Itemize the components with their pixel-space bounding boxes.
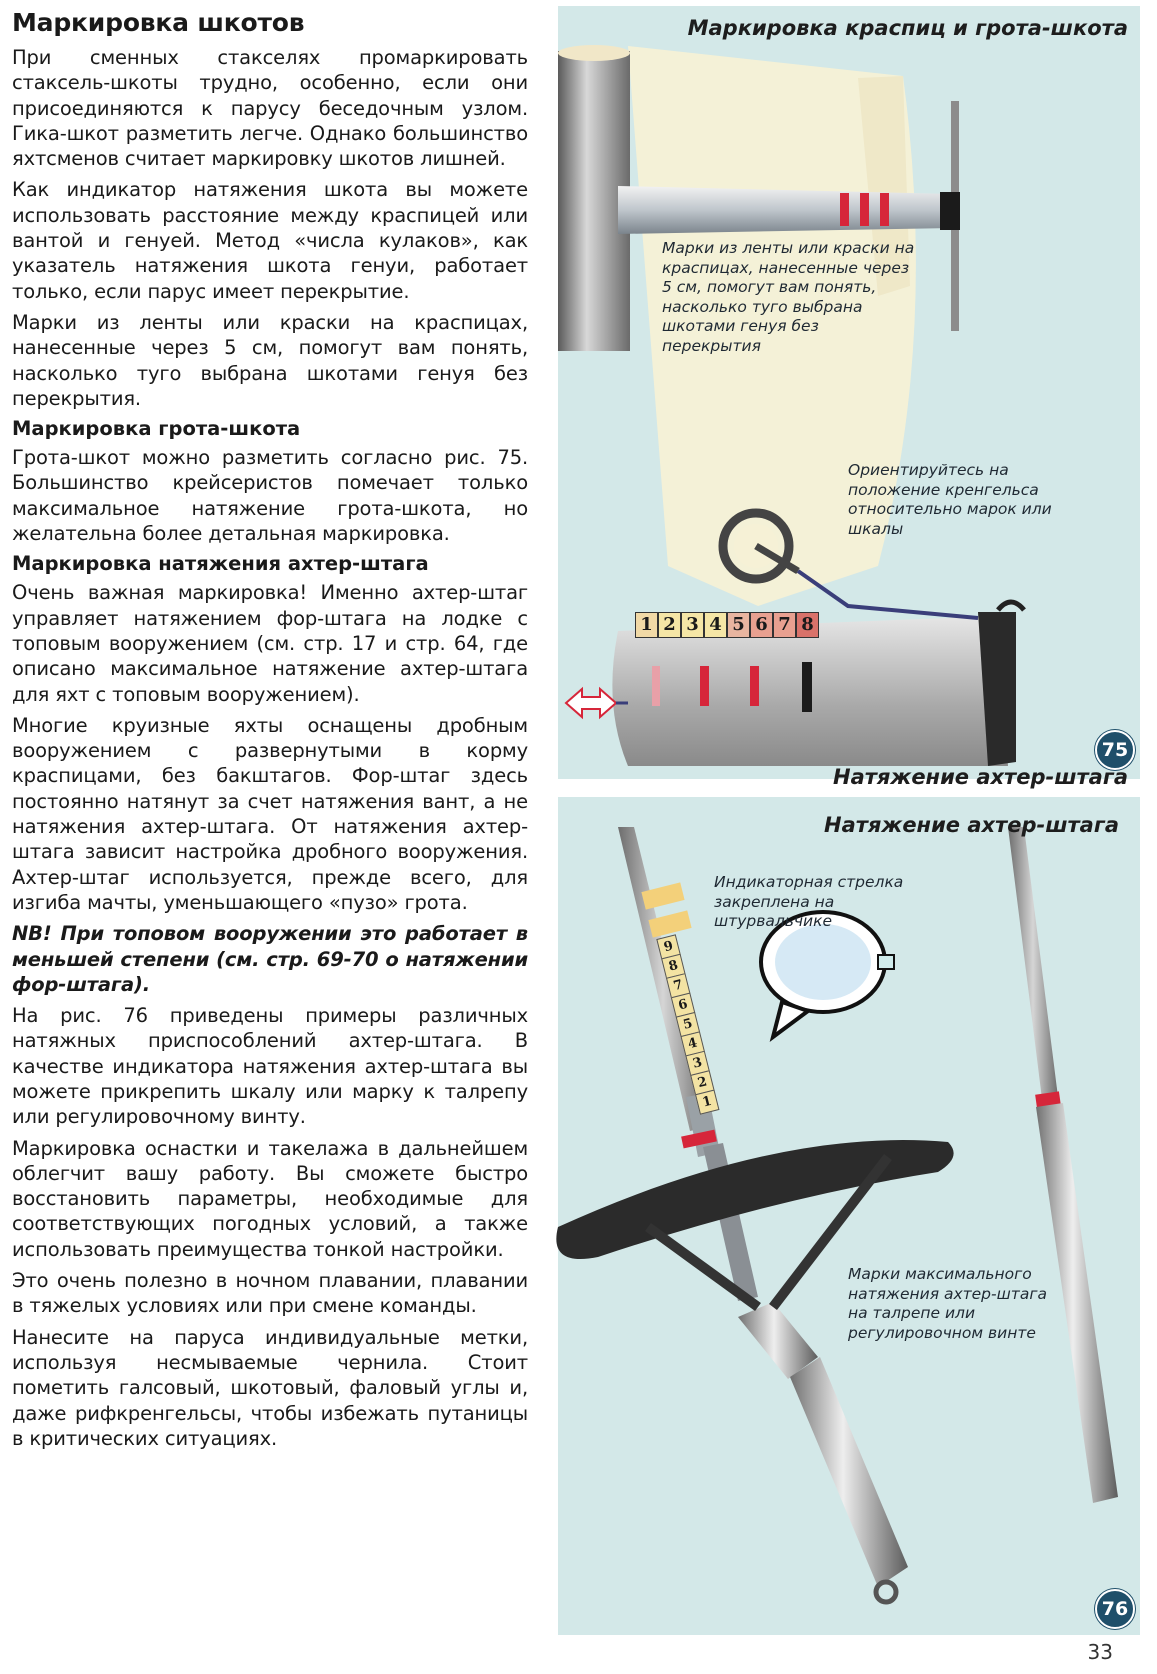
paragraph: Как индикатор натяжения шкота вы можете использовать расстояние между краспицей или вантой и генуей. Метод «числа кулаков», как указатель натяжения шкота генуи, работает только, если парус имеет перекрытие. xyxy=(12,178,528,303)
heading-sheet-marking: Маркировка шкотов xyxy=(12,8,305,37)
scale-cell: 1 xyxy=(635,612,658,638)
scale-cell: 4 xyxy=(680,1031,704,1056)
figure-76-panel xyxy=(558,765,1140,1635)
scale-cell: 1 xyxy=(695,1090,719,1115)
figure-75-title: Маркировка краспиц и грота-шкота xyxy=(687,16,1128,40)
paragraph: Очень важная маркировка! Именно ахтер-штаг управляет натяжением фор-штага на лодке с топовым вооружением (см. стр. 17 и стр. 64, где описано максимальное натяжение ахтер-штага для яхт с топовым вооружением). xyxy=(12,581,528,706)
scale-cell: 2 xyxy=(658,612,681,638)
figure-75-illustration xyxy=(558,6,1140,779)
figure-number-badge: 75 xyxy=(1095,730,1135,770)
track-scale xyxy=(635,612,819,638)
scale-cell: 2 xyxy=(690,1070,714,1095)
scale-cell: 5 xyxy=(727,612,750,638)
scale-cell: 6 xyxy=(671,993,695,1018)
figure-76-heading: Натяжение ахтер-штага xyxy=(824,813,1119,837)
scale-cell: 7 xyxy=(666,973,690,998)
figure-75-callout-cringle: Ориентируйтесь на положение кренгельса относительно марок или шкалы xyxy=(848,461,1052,538)
figure-75-callout-spreader: Марки из ленты или краски на краспицах, нанесенные через 5 см, помогут вам понять, насколько туго выбрана шкотами генуя без перекрытия xyxy=(662,239,915,355)
figure-76-title: Натяжение ахтер-штага xyxy=(833,765,1128,789)
figure-number-badge: 76 xyxy=(1095,1589,1135,1629)
scale-cell: 6 xyxy=(750,612,773,638)
figure-76-callout-indicator: Индикаторная стрелка закреплена на штурвальчике xyxy=(714,873,904,930)
scale-cell: 9 xyxy=(656,934,680,959)
figure-75-panel xyxy=(558,6,1140,779)
scale-cell: 5 xyxy=(676,1012,700,1037)
figure-76-callout-marks: Марки максимального натяжения ахтер-штага на талрепе или регулировочном винте xyxy=(848,1265,1047,1342)
paragraph: Марки из ленты или краски на краспицах, нанесенные через 5 см, помогут вам понять, насколько туго выбрана шкотами генуя без перекрытия. xyxy=(12,310,528,410)
paragraph: Это очень полезно в ночном плавании, плавании в тяжелых условиях или при смене команды. xyxy=(12,1269,528,1318)
paragraph: Грота-шкот можно разметить согласно рис. 75. Большинство крейсеристов помечает только максимальное натяжение грота-шкота, но желательна более детальная маркировка. xyxy=(12,446,528,546)
paragraph: При сменных стакселях промаркировать стаксель-шкоты трудно, особенно, если они присоединяются к парусу беседочным узлом. Гика-шкот разметить легче. Однако большинство яхтсменов считает маркировку шкотов лишней. xyxy=(12,46,528,171)
scale-cell: 3 xyxy=(685,1051,709,1076)
scale-cell: 8 xyxy=(661,954,685,979)
paragraph: Нанесите на паруса индивидуальные метки, используя несмываемые чернила. Стоит пометить галсовый, шкотовый, фаловый углы и, даже рифкренгельсы, чтобы избежать путаницы в критических ситуациях. xyxy=(12,1325,528,1450)
nb-note: NB! При топовом вооружении это работает в меньшей степени (см. стр. 69-70 о натяжении фор-штага). xyxy=(12,922,528,996)
paragraph: Маркировка оснастки и такелажа в дальнейшем облегчит вашу работу. Вы сможете быстро восстановить параметры, необходимые для соответствующих погодных условий, а также использовать преимущества тонкой настройки. xyxy=(12,1136,528,1261)
paragraph: На рис. 76 приведены примеры различных натяжных приспособлений ахтер-штага. В качестве индикатора натяжения ахтер-штага вы можете прикрепить шкалу или марку к талрепу или регулировочному винту. xyxy=(12,1004,528,1129)
subheading-backstay: Маркировка натяжения ахтер-штага xyxy=(12,552,429,576)
scale-cell: 8 xyxy=(796,612,819,638)
scale-cell: 4 xyxy=(704,612,727,638)
scale-cell: 7 xyxy=(773,612,796,638)
scale-cell: 3 xyxy=(681,612,704,638)
text-column xyxy=(12,8,528,1457)
paragraph: Многие круизные яхты оснащены дробным вооружением с развернутыми в корму краспицами, без бакштагов. Фор-штаг здесь постоянно натянут за счет натяжения вант, а не натяжения ахтер-штага. От натяжения ахтер-штага зависит настройка дробного вооружения. Ахтер-штаг используется, прежде всего, для изгиба мачты, уменьшающего «пузо» грота. xyxy=(12,713,528,914)
subheading-mainsheet: Маркировка грота-шкота xyxy=(12,417,301,441)
page-number: 33 xyxy=(1087,1640,1113,1664)
